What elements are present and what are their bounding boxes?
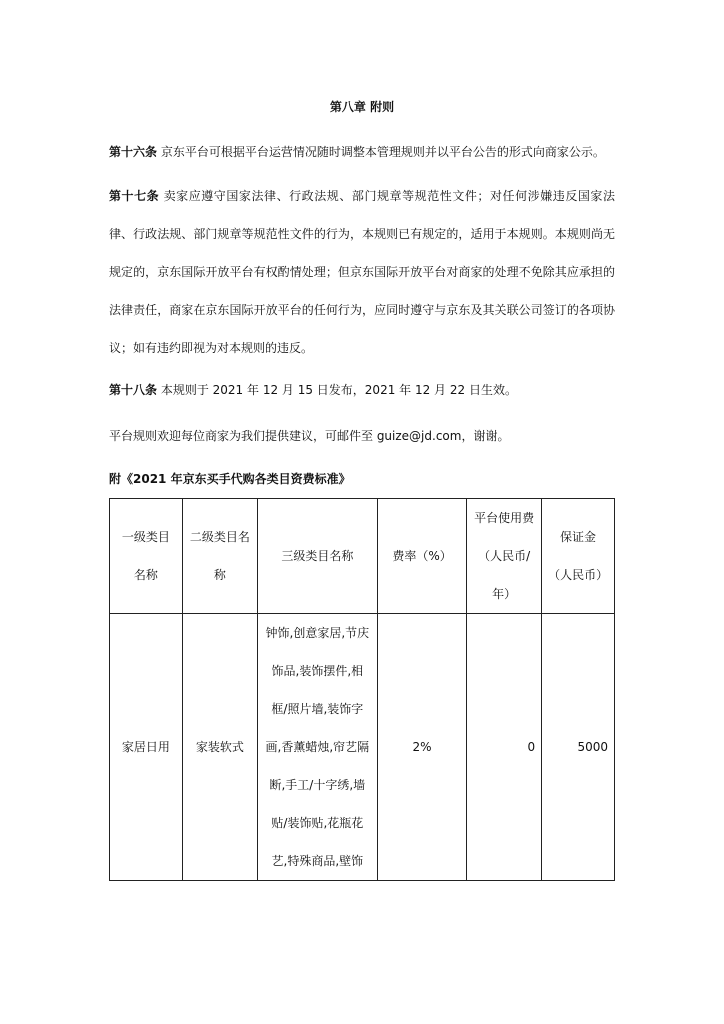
- cell-deposit: 5000: [542, 614, 615, 881]
- article-18: [109, 371, 615, 409]
- article-18-text: 本规则于 2021 年 12 月 15 日发布，2021 年 12 月 22 日生效。: [157, 383, 517, 397]
- article-17: [109, 177, 615, 367]
- header-level2: 二级类目名称: [182, 499, 257, 614]
- table-row: [110, 614, 615, 881]
- cell-level2: 家装软式: [182, 614, 257, 881]
- article-18-label: 第十八条: [109, 383, 158, 397]
- cell-level1: 家居日用: [110, 614, 183, 881]
- cell-rate: 2%: [377, 614, 466, 881]
- chapter-title: 第八章 附则: [329, 100, 395, 114]
- article-17-label: 第十七条: [109, 189, 160, 203]
- cell-platform-fee: 0: [467, 614, 542, 881]
- article-16-text: 京东平台可根据平台运营情况随时调整本管理规则并以平台公告的形式向商家公示。: [157, 145, 605, 159]
- feedback-note: 平台规则欢迎每位商家为我们提供建议，可邮件至 guize@jd.com，谢谢。: [109, 429, 510, 443]
- cell-level3: 钟饰,创意家居,节庆饰品,装饰摆件,相框/照片墙,装饰字画,香薰蜡烛,帘艺隔断,手工/十字绣,墙贴/装饰贴,花瓶花艺,特殊商品,壁饰: [257, 614, 377, 881]
- header-level1: 一级类目名称: [110, 499, 183, 614]
- article-16: [109, 134, 615, 170]
- fee-table: [109, 498, 615, 881]
- table-header-row: [110, 499, 615, 614]
- header-level3: 三级类目名称: [257, 499, 377, 614]
- article-16-label: 第十六条: [109, 145, 158, 159]
- header-deposit: 保证金（人民币）: [542, 499, 615, 614]
- article-17-text: 卖家应遵守国家法律、行政法规、部门规章等规范性文件；对任何涉嫌违反国家法律、行政法规、部门规章等规范性文件的行为，本规则已有规定的，适用于本规则。本规则尚无规定的，京东国际开放平台有权酌情处理；但京东国际开放平台对商家的处理不免除其应承担的法律责任，商家在京东国际开放平台的任何行为，应同时遵守与京东及其关联公司签订的各项协议；如有违约即视为对本规则的违反。: [109, 189, 615, 355]
- header-rate: 费率（%）: [377, 499, 466, 614]
- header-platform-fee: 平台使用费（人民币/年）: [467, 499, 542, 614]
- annex-title: 附《2021 年京东买手代购各类目资费标准》: [109, 472, 351, 486]
